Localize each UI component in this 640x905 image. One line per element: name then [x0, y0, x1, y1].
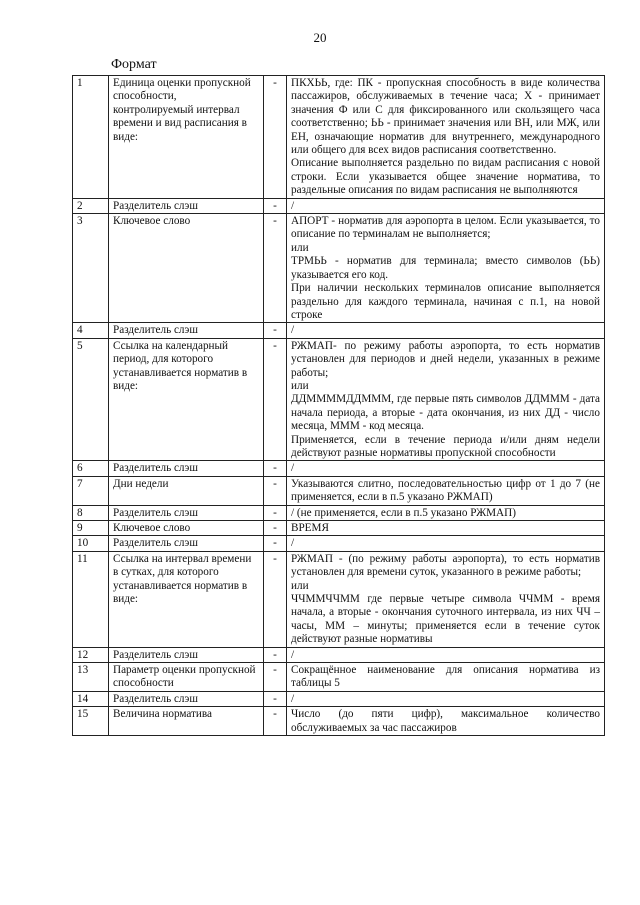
field-description — [287, 551, 605, 647]
table-row — [73, 461, 605, 476]
dash-cell: - — [264, 691, 287, 706]
description-paragraph: / — [291, 324, 295, 337]
field-description — [287, 663, 605, 692]
row-number: 4 — [73, 323, 109, 338]
dash-cell: - — [264, 551, 287, 647]
field-description — [287, 691, 605, 706]
row-number: 11 — [73, 551, 109, 647]
field-description — [287, 461, 605, 476]
row-number: 13 — [73, 663, 109, 692]
page-number: 20 — [313, 30, 327, 45]
dash-cell: - — [264, 461, 287, 476]
field-name: Ссылка на интервал времени в сутках, для которого устанавливается норматив в виде: — [109, 551, 264, 647]
description-paragraph: / — [291, 648, 295, 661]
description-paragraph: / — [291, 692, 295, 705]
description-paragraph: / — [291, 462, 295, 475]
field-description — [287, 323, 605, 338]
table-row — [73, 476, 605, 505]
table-row — [73, 76, 605, 199]
description-paragraph: ТРМЬЬ - норматив для терминала; вместо символов (ЬЬ) указывается его код. — [291, 255, 600, 281]
table-row — [73, 647, 605, 662]
field-name: Разделитель слэш — [109, 647, 264, 662]
row-number: 2 — [73, 198, 109, 213]
field-description — [287, 214, 605, 323]
table-row — [73, 551, 605, 647]
dash-cell: - — [264, 323, 287, 338]
description-paragraph: Сокращённое наименование для описания норматива из таблицы 5 — [291, 664, 600, 690]
row-number: 8 — [73, 505, 109, 520]
field-name: Параметр оценки пропускной способности — [109, 663, 264, 692]
dash-cell: - — [264, 76, 287, 199]
row-number: 9 — [73, 521, 109, 536]
row-number: 5 — [73, 338, 109, 461]
field-description — [287, 505, 605, 520]
description-paragraph: ПКХЬЬ, где: ПК - пропускная способность в виде количества пассажиров, обслуживаемых в течение часа; Х - принимает значения Ф или С для фиксированного или скользящего часа соответственно; ЬЬ - принимает значения или ВН, или МЖ, или ЕН, означающие норматив для внутреннего, международного или общего для всех видов расписания соответственно. — [291, 77, 600, 157]
dash-cell: - — [264, 707, 287, 736]
description-paragraph: Указываются слитно, последовательностью цифр от 1 до 7 (не применяется, если в п.5 указано РЖМАП) — [291, 477, 600, 504]
field-name: Разделитель слэш — [109, 505, 264, 520]
row-number: 7 — [73, 476, 109, 505]
row-number: 12 — [73, 647, 109, 662]
field-name: Величина норматива — [109, 707, 264, 736]
table-row — [73, 214, 605, 323]
dash-cell: - — [264, 505, 287, 520]
field-description — [287, 647, 605, 662]
dash-cell: - — [264, 536, 287, 551]
row-number: 3 — [73, 214, 109, 323]
table-row — [73, 536, 605, 551]
description-paragraph: Применяется, если в течение периода и/или дням недели действуют разные нормативы пропускной способности — [291, 433, 600, 459]
field-name: Ссылка на календарный период, для которого устанавливается норматив в виде: — [109, 338, 264, 461]
dash-cell: - — [264, 476, 287, 505]
table-row — [73, 663, 605, 692]
field-name: Единица оценки пропускной способности, контролируемый интервал времени и вид расписания в виде: — [109, 76, 264, 199]
description-paragraph: АПОРТ - норматив для аэропорта в целом. Если указывается, то описание по терминалам не выполняется; — [291, 215, 600, 241]
field-description — [287, 476, 605, 505]
field-name: Разделитель слэш — [109, 536, 264, 551]
table-row — [73, 707, 605, 736]
table-row — [73, 338, 605, 461]
description-paragraph: РЖМАП - (по режиму работы аэропорта), то есть норматив установлен для времени суток, указанного в режиме работы; — [291, 552, 600, 579]
description-paragraph: / — [291, 537, 295, 550]
description-paragraph: ВРЕМЯ — [291, 522, 329, 534]
table-row — [73, 521, 605, 536]
field-name: Разделитель слэш — [109, 691, 264, 706]
format-table-body — [73, 76, 605, 736]
section-title: Формат — [111, 57, 157, 72]
description-paragraph: / (не применяется, если в п.5 указано РЖМАП) — [291, 506, 516, 519]
field-description — [287, 707, 605, 736]
row-number: 1 — [73, 76, 109, 199]
row-number: 15 — [73, 707, 109, 736]
dash-cell: - — [264, 521, 287, 536]
description-paragraph: ЧЧММЧЧММ где первые четыре символа ЧЧММ - время начала, а вторые - окончания суточного интервала, из них ЧЧ – часы, ММ – минуты; применяется если в течение суток действуют разные нормативы — [291, 593, 600, 646]
field-name: Разделитель слэш — [109, 323, 264, 338]
table-row — [73, 505, 605, 520]
description-paragraph: Число (до пяти цифр), максимальное количество обслуживаемых за час пассажиров — [291, 708, 600, 734]
field-name: Разделитель слэш — [109, 461, 264, 476]
table-row — [73, 691, 605, 706]
row-number: 10 — [73, 536, 109, 551]
description-paragraph: Описание выполняется раздельно по видам расписания с новой строки. Если указывается общее значение норматива, то раздельные описания по видам расписания не выполняются — [291, 157, 600, 197]
dash-cell: - — [264, 198, 287, 213]
description-paragraph: При наличии нескольких терминалов описание выполняется раздельно для каждого терминала, начиная с п.1, на новой строке — [291, 282, 600, 321]
description-paragraph: или — [291, 241, 309, 254]
dash-cell: - — [264, 214, 287, 323]
table-row — [73, 323, 605, 338]
field-description — [287, 536, 605, 551]
field-description — [287, 338, 605, 461]
field-description — [287, 76, 605, 199]
table-row — [73, 198, 605, 213]
description-paragraph: РЖМАП- по режиму работы аэропорта, то есть норматив установлен для периодов и дней недели, указанных в режиме работы; — [291, 339, 600, 379]
field-name: Ключевое слово — [109, 214, 264, 323]
description-paragraph: ДДММММДДМММ, где первые пять символов ДДМММ - дата начала периода, а вторые - дата окончания, из них ДД - число месяца, МММ - код месяца. — [291, 393, 600, 433]
format-table — [72, 75, 605, 736]
dash-cell: - — [264, 647, 287, 662]
dash-cell: - — [264, 663, 287, 692]
field-description — [287, 198, 605, 213]
description-paragraph: или — [291, 379, 309, 392]
field-name: Ключевое слово — [109, 521, 264, 536]
row-number: 6 — [73, 461, 109, 476]
field-name: Разделитель слэш — [109, 198, 264, 213]
description-paragraph: / — [291, 199, 295, 212]
row-number: 14 — [73, 691, 109, 706]
description-paragraph: или — [291, 579, 309, 592]
field-description — [287, 521, 605, 536]
field-name: Дни недели — [109, 476, 264, 505]
dash-cell: - — [264, 338, 287, 461]
